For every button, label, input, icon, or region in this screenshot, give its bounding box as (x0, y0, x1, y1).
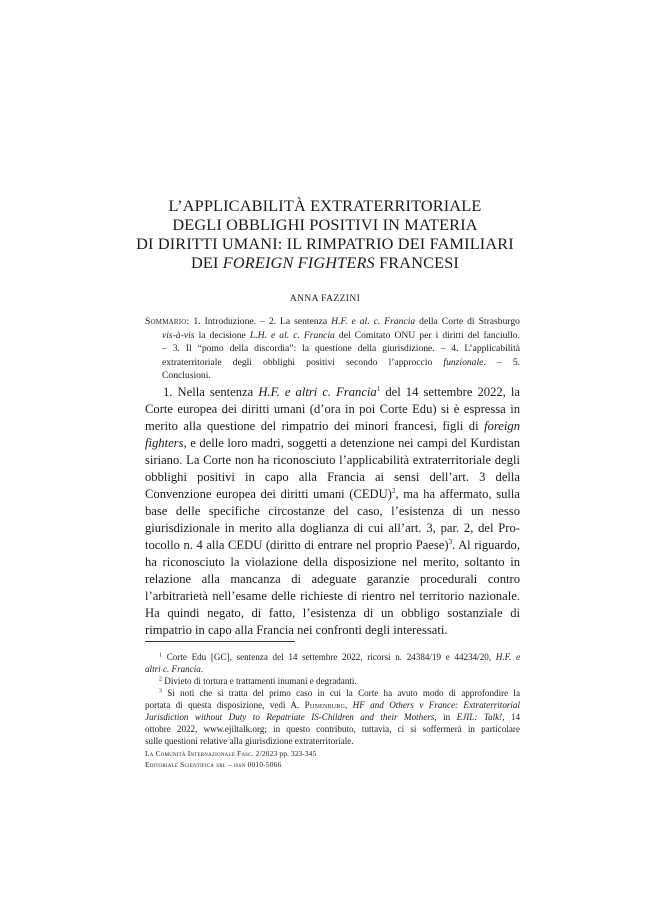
summary-line: Conclusioni. (162, 370, 211, 382)
body-line: base delle specifiche circostanze del caso, l’esistenza di un nesso (145, 504, 520, 518)
article-title (100, 196, 550, 272)
footnote-separator (145, 641, 295, 642)
title-line: DEI FOREIGN FIGHTERS FRANCESI (190, 253, 460, 272)
footer-line: Editoriale Scientifica srl – issn 0010-5066 (145, 759, 282, 769)
body-line: relazione alla mancanza di adeguate garanzie procedurali contro (145, 572, 520, 586)
body-line: siriano. La Corte non ha riconosciuto l’applicabilità extraterritoriale degli (145, 453, 520, 467)
body-line: obblighi positivi in capo alla Francia ai sensi dell’art. 3 della (145, 470, 520, 484)
footer-line: La Comunità Internazionale Fasc. 2/2023 pp. 323-345 (145, 749, 317, 758)
footnote-line: portata di questa disposizione, vedi A. Pijnenburg, HF and Others v France: Extraterritorial (145, 700, 521, 710)
footnote-line: Jurisdiction without Duty to Repatriate IS-Children and their Mothers, in EJIL: Talk!, 14 (145, 712, 521, 722)
footnote-line: sulle questioni relative alla giurisdizione extraterritoriale. (145, 736, 354, 746)
footnote-ref: 1 (376, 385, 381, 393)
body-line: tocollo n. 4 alla CEDU (diritto di entrare nel proprio Paese)$^3$. Al riguardo, (145, 538, 521, 552)
body-line: merito alla questione del rimpatrio dei minori francesi, figli di foreign (145, 419, 520, 433)
footnote-line: $^2$ Divieto di tortura e trattamenti inumani e degradanti. (159, 676, 357, 686)
title-line: DI DIRITTI UMANI: IL RIMPATRIO DEI FAMILIARI (136, 234, 514, 253)
footnote-line: ottobre 2022, www.ejiltalk.org; in questo contributo, tuttavia, ci si soffermerà in particolare (145, 724, 520, 734)
body-line: fighters, e delle loro madri, soggetti a detenzione nei campi del Kurdistan (145, 436, 520, 450)
title-line: DEGLI OBBLIGHI POSITIVI IN MATERIA (172, 215, 478, 234)
footnote-ref: 3 (448, 538, 453, 546)
body-line: 1. Nella sentenza H.F. e altri c. Francia$^1$ del 14 settembre 2022, la (163, 385, 520, 399)
body-line: giurisdizionale in merito alla doglianza di cui all’art. 3, par. 2, del Pro- (145, 521, 520, 535)
footnote-line: altri c. Francia. (145, 664, 204, 674)
body-line: l’arbitrarietà nell’esame delle richieste di rientro nel territorio nazionale. (145, 589, 520, 603)
footnotes (145, 651, 520, 747)
journal-footer (145, 749, 520, 770)
footnote-line: $^1$ Corte Edu [GC], sentenza del 14 settembre 2022, ricorsi n. 24384/19 e 44234/20, H.F. e (159, 652, 520, 662)
body-paragraph (145, 384, 520, 639)
footnote-ref: 2 (391, 487, 396, 495)
author-name: ANNA FAZZINI (289, 294, 361, 304)
body-line: Ha quindi negato, di fatto, l’esistenza di un obbligo sostanziale di (145, 606, 520, 620)
summary-line: extraterritoriale degli obblighi positivi secondo l’approccio funzionale. – 5. (162, 356, 521, 368)
body-line: rimpatrio in capo alla Francia nei confronti degli interessati. (145, 623, 448, 637)
body-line: Convenzione europea dei diritti umani (CEDU)$^2$, ma ha affermato, sulla (145, 487, 520, 501)
body-line: Corte europea dei diritti umani (d’ora in poi Corte Edu) si è espressa in (145, 402, 520, 416)
body-line: ha riconosciuto la violazione della disposizione nel merito, soltanto in (145, 555, 520, 569)
summary-line: Sommario: 1. Introduzione. – 2. La sentenza H.F. e al. c. Francia della Corte di Strasburgo (145, 316, 520, 327)
summary-label: Sommario: (145, 316, 190, 327)
summary-line: – 3. Il “pomo della discordia”: la questione della giurisdizione. – 4. L’applicabilità (162, 343, 520, 355)
summary (145, 315, 520, 383)
summary-line: vis-à-vis la decisione L.H. e al. c. Francia del Comitato ONU per i diritti del fanciullo. (162, 329, 520, 341)
footnote-line: $^3$ Si noti che si tratta del primo caso in cui la Corte ha avuto modo di approfondire la (159, 688, 520, 698)
title-line: L’APPLICABILITÀ EXTRATERRITORIALE (168, 196, 482, 215)
